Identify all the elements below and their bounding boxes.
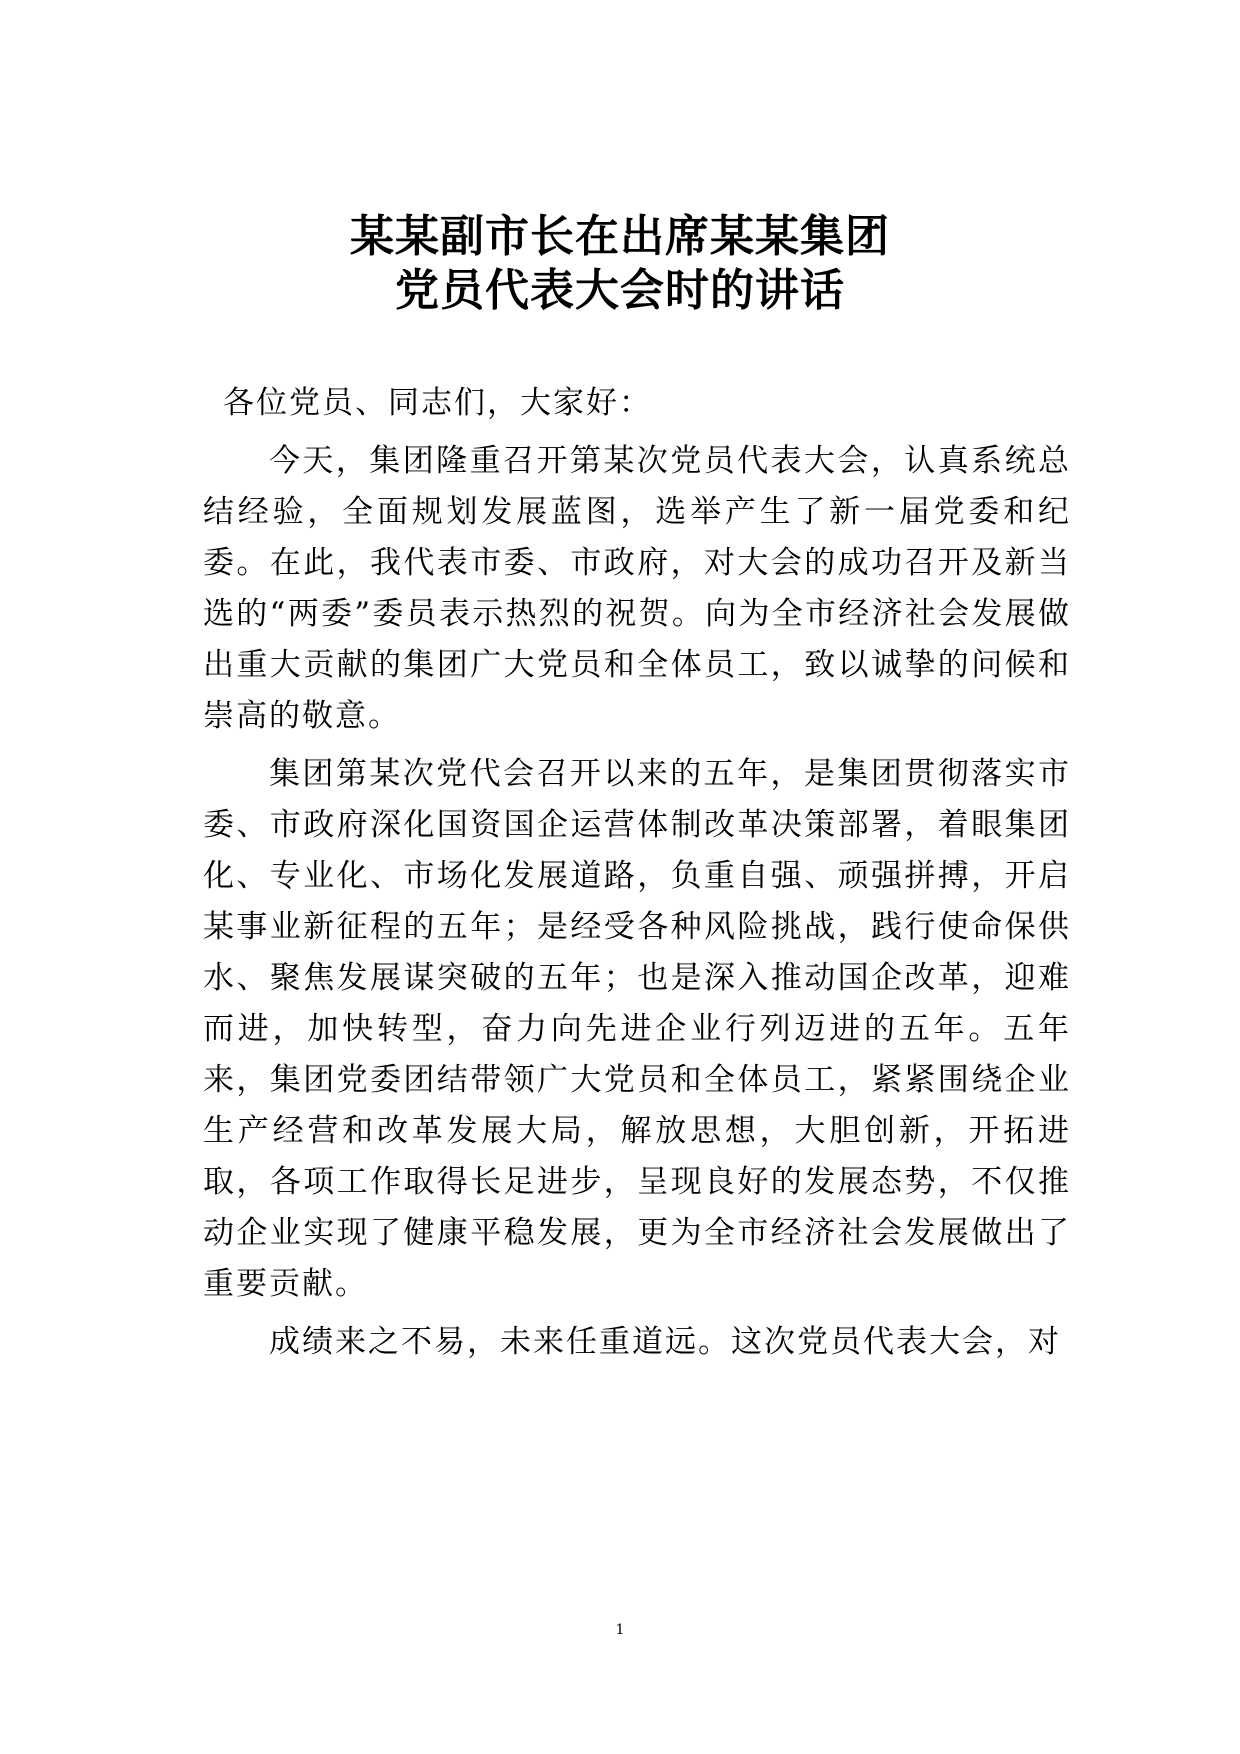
title-line-2: 党员代表大会时的讲话 xyxy=(395,265,845,316)
paragraph-1: 今天，集团隆重召开第某次党员代表大会，认真系统总结经验，全面规划发展蓝图，选举产生了新一届党委和纪委。在此，我代表市委、市政府，对大会的成功召开及新当选的“两委”委员表示热烈的祝贺。向为全市经济社会发展做出重大贡献的集团广大党员和全体员工，致以诚挚的问候和崇高的敬意。 xyxy=(203,443,1071,734)
document-body xyxy=(203,378,1071,1375)
paragraph-3: 成绩来之不易，未来任重道远。这次党员代表大会，对 xyxy=(269,1324,1061,1360)
paragraph-2: 集团第某次党代会召开以来的五年，是集团贯彻落实市委、市政府深化国资国企运营体制改革决策部署，着眼集团化、专业化、市场化发展道路，负重自强、顽强拼搏，开启某事业新征程的五年；是经受各种风险挑战，践行使命保供水、聚焦发展谋突破的五年；也是深入推动国企改革，迎难而进，加快转型，奋力向先进企业行列迈进的五年。五年来，集团党委团结带领广大党员和全体员工，紧紧围绕企业生产经营和改革发展大局，解放思想，大胆创新，开拓进取，各项工作取得长足进步，呈现良好的发展态势，不仅推动企业实现了健康平稳发展，更为全市经济社会发展做出了重要贡献。 xyxy=(203,756,1071,1302)
document-title xyxy=(0,210,1240,318)
salutation: 各位党员、同志们，大家好： xyxy=(223,385,652,421)
title-line-1: 某某副市长在出席某某集团 xyxy=(350,211,890,262)
page-number: 1 xyxy=(615,1622,625,1638)
